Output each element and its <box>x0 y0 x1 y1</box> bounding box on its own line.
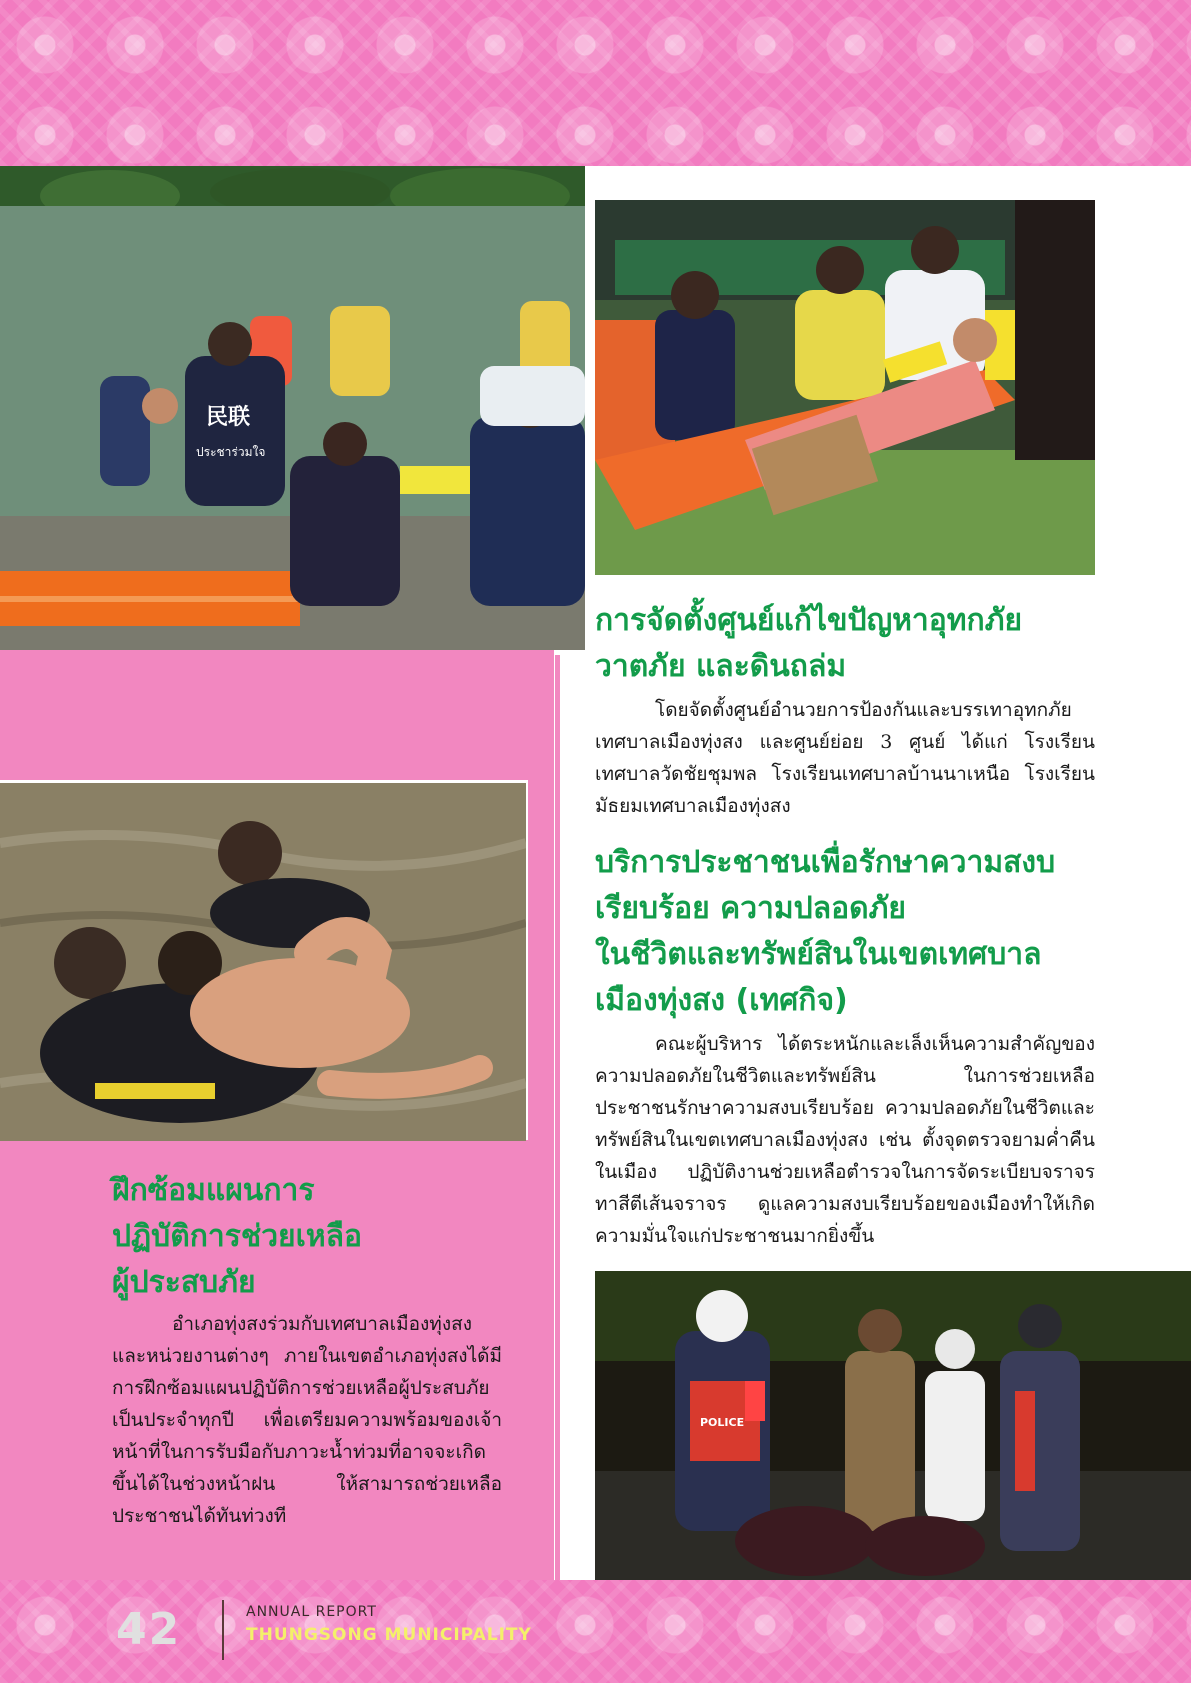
section-heading-line: วาตภัย และดินถล่ม <box>595 649 847 684</box>
section-heading-line: ฝึกซ้อมแผนการ <box>112 1173 315 1208</box>
section-body: โดยจัดตั้งศูนย์อำนวยการป้องกันและบรรเทาอุทกภัยเทศบาลเมืองทุ่งสง และศูนย์ย่อย 3 ศูนย์ ได้แก่ โรงเรียนเทศบาลวัดชัยชุมพล โรงเรียนเทศบาลบ้านนาเหนือ โรงเรียนมัธยมเทศบาลเมืองทุ่งสง <box>595 699 1095 817</box>
section-heading-line: ในชีวิตและทรัพย์สินในเขตเทศบาล <box>595 937 1042 972</box>
section-public-order <box>595 840 1095 1252</box>
section-heading-line: เรียบร้อย ความปลอดภัย <box>595 891 906 926</box>
footer-divider <box>222 1600 224 1660</box>
report-title-line1: ANNUAL REPORT <box>246 1604 377 1620</box>
water-rescue-photo <box>0 783 526 1141</box>
top-decorative-banner <box>0 0 1191 166</box>
vest-sub-text: ประชาร่วมใจ <box>196 445 266 459</box>
police-vest-text: POLICE <box>700 1416 745 1429</box>
vest-text: 民联 <box>206 405 251 430</box>
pink-column-divider <box>528 650 554 1580</box>
night-checkpoint-photo <box>595 1271 1191 1582</box>
section-heading-line: เมืองทุ่งสง (เทศกิจ) <box>595 983 848 1018</box>
section-rescue-drill <box>112 1168 502 1532</box>
section-heading-line: ผู้ประสบภัย <box>112 1265 256 1300</box>
section-heading-line: ปฏิบัติการช่วยเหลือ <box>112 1219 363 1254</box>
river-rescue-photo <box>0 166 585 650</box>
section-flood-center <box>595 598 1095 822</box>
page-number: 42 <box>116 1604 182 1655</box>
section-body: อำเภอทุ่งสงร่วมกับเทศบาลเมืองทุ่งสงและหน่วยงานต่างๆ ภายในเขตอำเภอทุ่งสงได้มีการฝึกซ้อมแผนปฏิบัติการช่วยเหลือผู้ประสบภัย เป็นประจำทุกปี เพื่อเตรียมความพร้อมของเจ้าหน้าที่ในการรับมือกับภาวะน้ำท่วมที่อาจจะเกิดขึ้นได้ในช่วงหน้าฝน ให้สามารถช่วยเหลือประชาชนได้ทันท่วงที <box>112 1313 502 1527</box>
section-heading-line: การจัดตั้งศูนย์แก้ไขปัญหาอุทกภัย <box>595 603 1023 638</box>
pink-column-rule <box>555 655 560 1580</box>
report-title-line2: THUNGSONG MUNICIPALITY <box>246 1625 532 1645</box>
section-body: คณะผู้บริหาร ได้ตระหนักและเล็งเห็นความสำคัญของความปลอดภัยในชีวิตและทรัพย์สิน ในการช่วยเหลือประชาชนรักษาความสงบเรียบร้อย ความปลอดภัยในชีวิตและทรัพย์สินในเขตเทศบาลเมืองทุ่งสง เช่น ตั้งจุดตรวจยามค่ำคืนในเมือง ปฏิบัติงานช่วยเหลือตำรวจในการจัดระเบียบจราจร ทาสีตีเส้นจราจร ดูแลความสงบเรียบร้อยของเมืองทำให้เกิดความมั่นใจแก่ประชาชนมากยิ่งขึ้น <box>595 1033 1095 1247</box>
pink-block-left-upper <box>0 650 528 780</box>
stretcher-rescue-photo <box>595 200 1095 575</box>
section-heading-line: บริการประชาชนเพื่อรักษาความสงบ <box>595 845 1056 880</box>
